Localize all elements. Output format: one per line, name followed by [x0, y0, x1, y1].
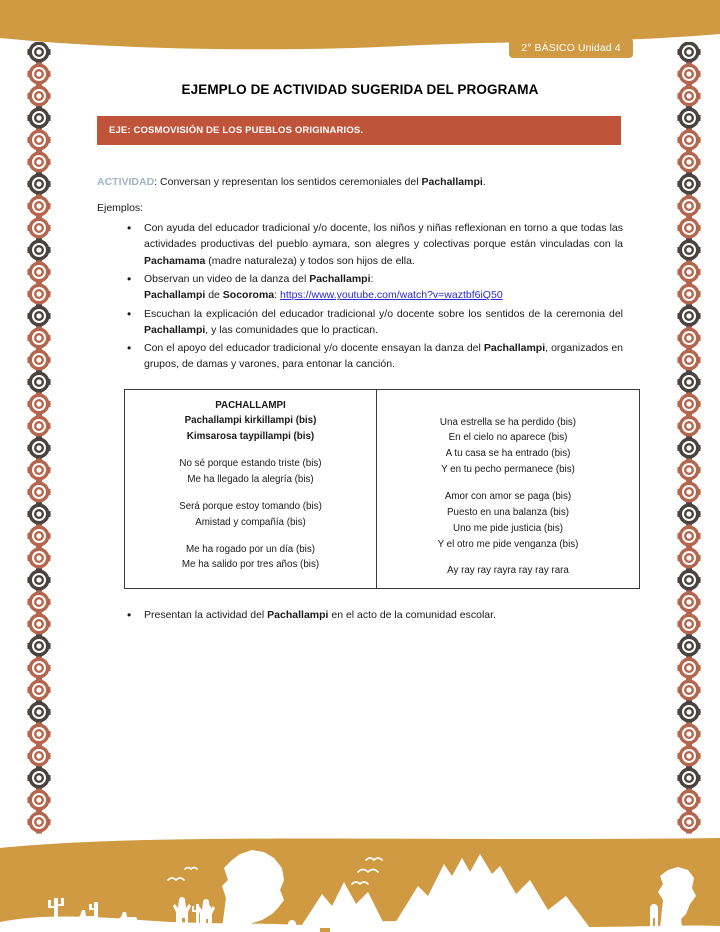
examples-label: Ejemplos:: [97, 202, 144, 215]
page-title: EJEMPLO DE ACTIVIDAD SUGERIDA DEL PROGRAMA: [181, 82, 539, 97]
lyrics-line: Pachallampi kirkillampi (bis): [184, 415, 317, 427]
lyrics-line: Me ha rogado por un día (bis): [185, 543, 316, 555]
example-bullet-item: [97, 271, 623, 304]
closing-bullet-list: [97, 607, 623, 623]
text-run: , organizados en grupos, de damas y varones, para entonar la canción.: [144, 342, 623, 371]
text-run: Presentan la actividad del: [144, 609, 268, 622]
lyrics-line: Ay ray ray rayra ray ray rara: [447, 565, 569, 577]
eje-banner: EJE: COSMOVISIÓN DE LOS PUEBLOS ORIGINARIOS.: [97, 116, 621, 145]
lyrics-line: En el cielo no aparece (bis): [448, 432, 568, 444]
lyrics-stanza-right: [381, 415, 635, 478]
lyrics-line: PACHALLAMPI: [215, 399, 286, 411]
lyrics-stanza-left: [129, 456, 372, 488]
text-run: :: [274, 289, 280, 302]
text-run: Observan un video de la danza del: [144, 273, 310, 286]
text-run: en el acto de la comunidad escolar.: [328, 609, 496, 622]
closing-bullet-item: [97, 607, 623, 623]
lyrics-line: Y el otro me pide venganza (bis): [437, 538, 579, 550]
lyrics-line: Amor con amor se paga (bis): [444, 491, 572, 503]
bold-term: Socoroma: [222, 289, 275, 302]
document-content: [97, 82, 623, 626]
lyrics-line: Me ha llegado la alegría (bis): [187, 474, 314, 486]
activity-text-after: .: [482, 176, 486, 188]
lyrics-line: Puesto en una balanza (bis): [447, 506, 569, 518]
lyrics-column-right: [377, 389, 640, 589]
lyrics-stanza-right: [381, 489, 635, 552]
bold-term: Pachallampi: [267, 609, 329, 622]
text-run: Con el apoyo del educador tradicional y/o docente ensayan la danza del: [144, 342, 484, 355]
lyrics-top-spacer: [381, 398, 635, 415]
bold-term: Pachallampi: [309, 273, 371, 286]
example-bullet-item: [97, 306, 623, 339]
lyrics-column-left: [125, 389, 377, 589]
text-run: Escuchan la explicación del educador tradicional y/o docente sobre los sentidos de la ceremonia del: [144, 307, 623, 320]
medallion-chain-left: [27, 42, 51, 834]
lyrics-table: [124, 389, 640, 590]
bold-term: Pachallampi: [144, 323, 206, 336]
text-run: , y las comunidades que lo practican.: [205, 323, 379, 336]
activity-label: ACTIVIDAD: [97, 176, 155, 188]
lyrics-stanza-right: [381, 563, 635, 579]
activity-line: [97, 175, 623, 190]
text-run: Con ayuda del educador tradicional y/o docente, los niños y niñas reflexionan en torno a que todas las actividades productivas del pueblo aymara, son alegres y colectivas porque están vinculadas con la: [144, 222, 623, 251]
text-run: :: [370, 273, 374, 286]
table-row: [125, 389, 640, 589]
lyrics-line: Y en tu pecho permanece (bis): [441, 464, 575, 476]
footer-landscape-illustration: [0, 836, 720, 932]
lyrics-line: Una estrella se ha perdido (bis): [439, 416, 577, 428]
lyrics-stanza-left: [129, 499, 372, 531]
examples-bullet-list: [97, 220, 623, 372]
bold-term: Pachallampi: [144, 289, 206, 302]
lyrics-line: Será porque estoy tomando (bis): [179, 500, 322, 512]
video-link[interactable]: https://www.youtube.com/watch?v=waztbf6iQ50: [280, 289, 503, 302]
lyrics-line: Uno me pide justicia (bis): [453, 522, 563, 534]
example-bullet-item: [97, 220, 623, 269]
lyrics-line: Me ha salido por tres años (bis): [181, 559, 320, 571]
lyrics-line: A tu casa se ha entrado (bis): [445, 448, 571, 460]
lyrics-line: No sé porque estando triste (bis): [179, 458, 322, 470]
right-decorative-border: [676, 42, 702, 842]
example-bullet-item: [97, 340, 623, 373]
activity-bold-term: Pachallampi: [421, 176, 483, 188]
medallion-chain-right: [677, 42, 701, 834]
lyrics-stanza-left: [129, 542, 372, 574]
left-decorative-border: [26, 42, 52, 842]
lyrics-line: Amistad y compañía (bis): [195, 516, 306, 528]
text-run: de: [205, 289, 223, 302]
bold-term: Pachallampi: [483, 342, 546, 355]
lyrics-line: Kimsarosa taypillampi (bis): [186, 431, 315, 443]
unit-badge: 2° BÁSICO Unidad 4: [509, 38, 633, 58]
lyrics-stanza-left: [129, 398, 372, 446]
text-run: (madre naturaleza) y todos son hijos de ella.: [205, 254, 415, 267]
bold-term: Pachamama: [144, 254, 206, 267]
activity-separator: :: [154, 176, 161, 188]
activity-text-before: Conversan y representan los sentidos ceremoniales del: [160, 176, 422, 188]
